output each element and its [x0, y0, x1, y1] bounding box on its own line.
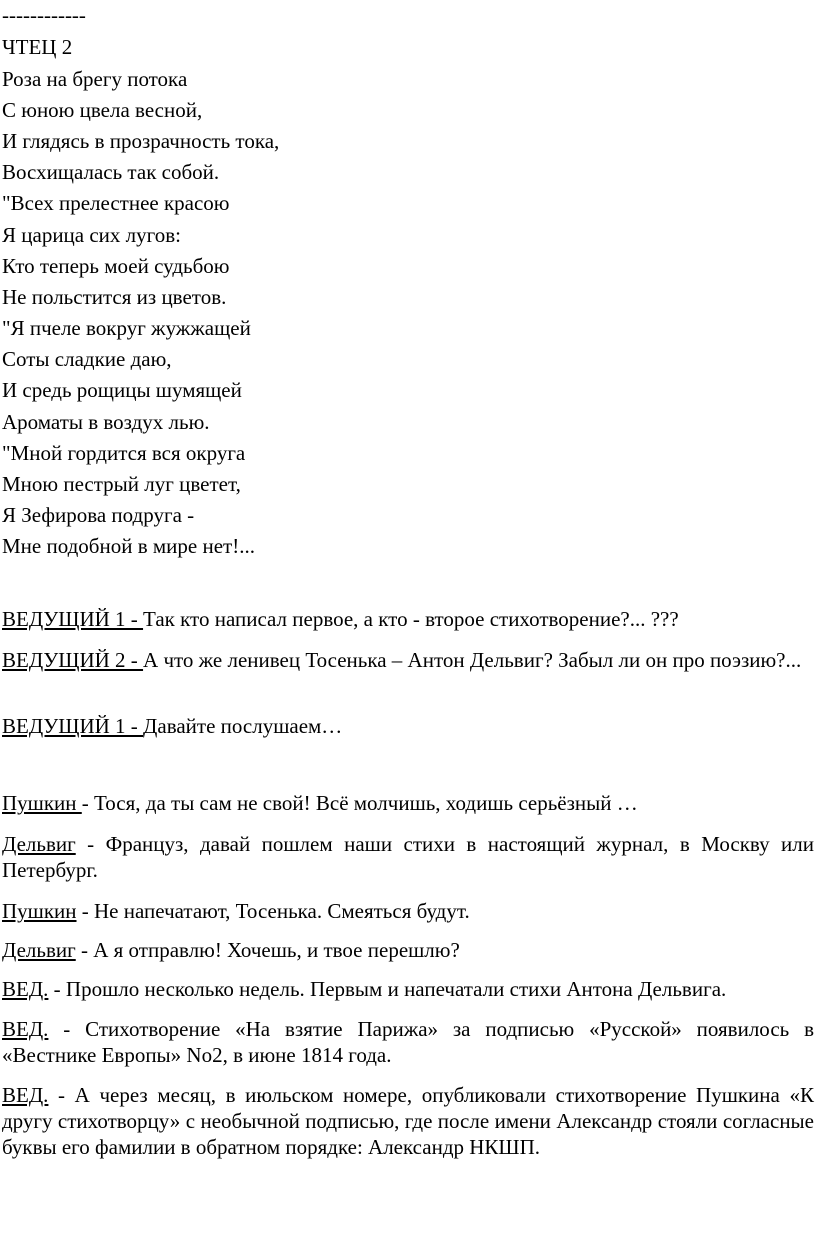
speaker-name: ВЕДУЩИЙ 2 -	[2, 648, 144, 672]
host-line	[2, 713, 814, 739]
speech-text: - Тося, да ты сам не свой! Всё молчишь, ходишь серьёзный …	[81, 791, 638, 815]
speaker-name: Дельвиг	[2, 938, 76, 962]
speaker-name: ВЕД.	[2, 1083, 49, 1107]
speaker-name: ВЕД.	[2, 1017, 49, 1041]
dialogue-line	[2, 976, 814, 1002]
speech-text: Так кто написал первое, а кто - второе стихотворение?... ???	[143, 607, 679, 631]
poem-line: И глядясь в прозрачность тока,	[2, 129, 280, 153]
host-line	[2, 606, 814, 632]
dialogue-line	[2, 1082, 814, 1160]
dialogue-line	[2, 898, 814, 924]
reader-heading: ЧТЕЦ 2	[2, 35, 73, 59]
speech-text: Давайте послушаем…	[143, 714, 343, 738]
poem-line: Я царица сих лугов:	[2, 223, 181, 247]
speaker-name: ВЕД.	[2, 977, 49, 1001]
poem-line: Соты сладкие даю,	[2, 347, 172, 371]
poem-line: "Я пчеле вокруг жужжащей	[2, 316, 251, 340]
poem-line: Не польстится из цветов.	[2, 285, 227, 309]
separator-line: ------------	[2, 3, 86, 27]
speaker-name: Пушкин	[2, 791, 82, 815]
speech-text: - Прошло несколько недель. Первым и напечатали стихи Антона Дельвига.	[48, 977, 727, 1001]
speech-text: - А через месяц, в июльском номере, опубликовали стихотворение Пушкина «К другу стихотворцу» с необычной подписью, где после имени Александр стояли согласные буквы его фамилии в обратном порядке: Александр НКШП.	[2, 1083, 814, 1159]
poem-line: "Мной гордится вся округа	[2, 441, 246, 465]
speaker-name: Пушкин	[2, 899, 77, 923]
dialogue-line	[2, 1016, 814, 1068]
dialogue-line	[2, 937, 814, 963]
speech-text: - Стихотворение «На взятие Парижа» за подписью «Русской» появилось в «Вестнике Европы» No2, в июне 1814 года.	[2, 1017, 814, 1067]
poem-line: И средь рощицы шумящей	[2, 378, 242, 402]
poem-line: Я Зефирова подруга -	[2, 503, 195, 527]
poem-line: Восхищалась так собой.	[2, 160, 220, 184]
speech-text: А что же ленивец Тосенька – Антон Дельвиг? Забыл ли он про поэзию?...	[143, 648, 802, 672]
speaker-name: Дельвиг	[2, 832, 76, 856]
speech-text: - Не напечатают, Тосенька. Смеяться будут.	[76, 899, 470, 923]
poem-line: С юною цвела весной,	[2, 98, 203, 122]
speaker-name: ВЕДУЩИЙ 1 -	[2, 714, 144, 738]
poem-line: Мною пестрый луг цветет,	[2, 472, 241, 496]
speech-text: - А я отправлю! Хочешь, и твое перешлю?	[75, 938, 460, 962]
speech-text: - Француз, давай пошлем наши стихи в настоящий журнал, в Москву или Петербург.	[2, 832, 814, 882]
host-line	[2, 647, 814, 673]
poem-line: Кто теперь моей судьбою	[2, 254, 230, 278]
poem-line: Ароматы в воздух лью.	[2, 410, 210, 434]
poem-line: Мне подобной в мире нет!...	[2, 534, 255, 558]
dialogue-line	[2, 790, 814, 816]
poem-line: Роза на брегу потока	[2, 67, 188, 91]
speaker-name: ВЕДУЩИЙ 1 -	[2, 607, 144, 631]
poem-line: "Всех прелестнее красою	[2, 191, 230, 215]
dialogue-line	[2, 831, 814, 883]
